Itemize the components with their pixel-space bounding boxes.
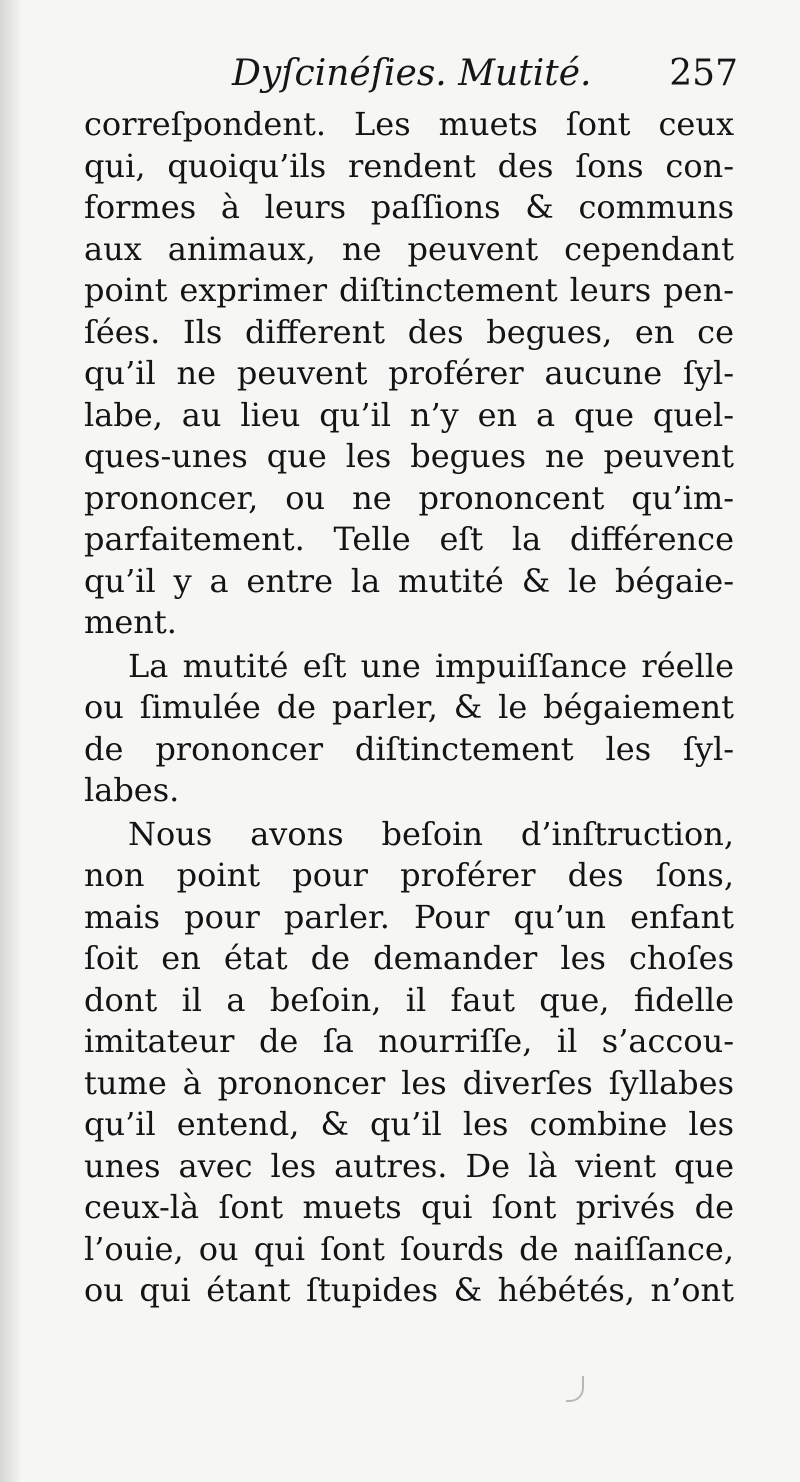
text-line: mais pour parler. Pour qu’un enfant bbox=[84, 897, 734, 936]
text-line: imitateur de ſa nourriſſe, il s’accou- bbox=[84, 1022, 734, 1060]
paragraph-3 bbox=[84, 814, 734, 1312]
text-line: unes avec les autres. De là vient que bbox=[84, 1146, 734, 1185]
text-line: qu’il ne peuvent proférer aucune ſyl- bbox=[84, 354, 734, 392]
running-head-title: Dyſcinéſies. Mutité. bbox=[232, 53, 592, 94]
text-line: correſpondent. Les muets ſont ceux bbox=[84, 105, 734, 143]
text-line: qu’il entend, & qu’il les combine les bbox=[84, 1105, 734, 1143]
ink-mark bbox=[566, 1376, 584, 1402]
page-number: 257 bbox=[669, 53, 738, 94]
text-line: qu’il y a entre la mutité & le bégaie- bbox=[84, 561, 734, 600]
text-line: ou qui étant ſtupides & hébétés, n’ont bbox=[84, 1271, 734, 1309]
text-line: ment. bbox=[84, 603, 177, 641]
paragraph-1 bbox=[84, 104, 734, 644]
text-line: Nous avons beſoin d’inſtruction, bbox=[128, 814, 734, 853]
text-line: ſoit en état de demander les choſes bbox=[84, 939, 734, 977]
text-line: ſées. Ils different des begues, en ce bbox=[84, 312, 734, 351]
body-text bbox=[84, 104, 734, 1312]
running-head bbox=[0, 46, 800, 102]
text-line: qui, quoiqu’ils rendent des ſons con- bbox=[84, 146, 734, 185]
text-line: prononcer, ou ne prononcent qu’im- bbox=[84, 478, 734, 517]
text-line: ou ſimulée de parler, & le bégaiement bbox=[84, 688, 734, 726]
text-line: ceux-là ſont muets qui ſont privés de bbox=[84, 1188, 734, 1226]
paragraph-2 bbox=[84, 646, 734, 812]
text-line: labes. bbox=[84, 771, 180, 809]
text-line: parfaitement. Telle eſt la différence bbox=[84, 520, 734, 558]
text-line: ques-unes que les begues ne peuvent bbox=[84, 437, 734, 475]
text-line: non point pour proférer des ſons, bbox=[84, 856, 734, 894]
text-line: aux animaux, ne peuvent cependant bbox=[84, 229, 734, 268]
text-line: tume à prononcer les diverſes ſyllabes bbox=[84, 1063, 734, 1102]
text-line: l’ouie, ou qui ſont ſourds de naiſſance, bbox=[84, 1229, 734, 1268]
text-line: formes à leurs paſſions & communs bbox=[84, 188, 734, 226]
gutter-shadow bbox=[0, 0, 20, 1482]
text-line: point exprimer diſtinctement leurs pen- bbox=[84, 271, 734, 309]
text-line: La mutité eſt une impuiſſance réelle bbox=[128, 646, 734, 685]
text-line: labe, au lieu qu’il n’y en a que quel- bbox=[84, 395, 734, 434]
text-line: dont il a beſoin, il faut que, fidelle bbox=[84, 980, 734, 1019]
text-line: de prononcer diſtinctement les ſyl- bbox=[84, 729, 734, 768]
